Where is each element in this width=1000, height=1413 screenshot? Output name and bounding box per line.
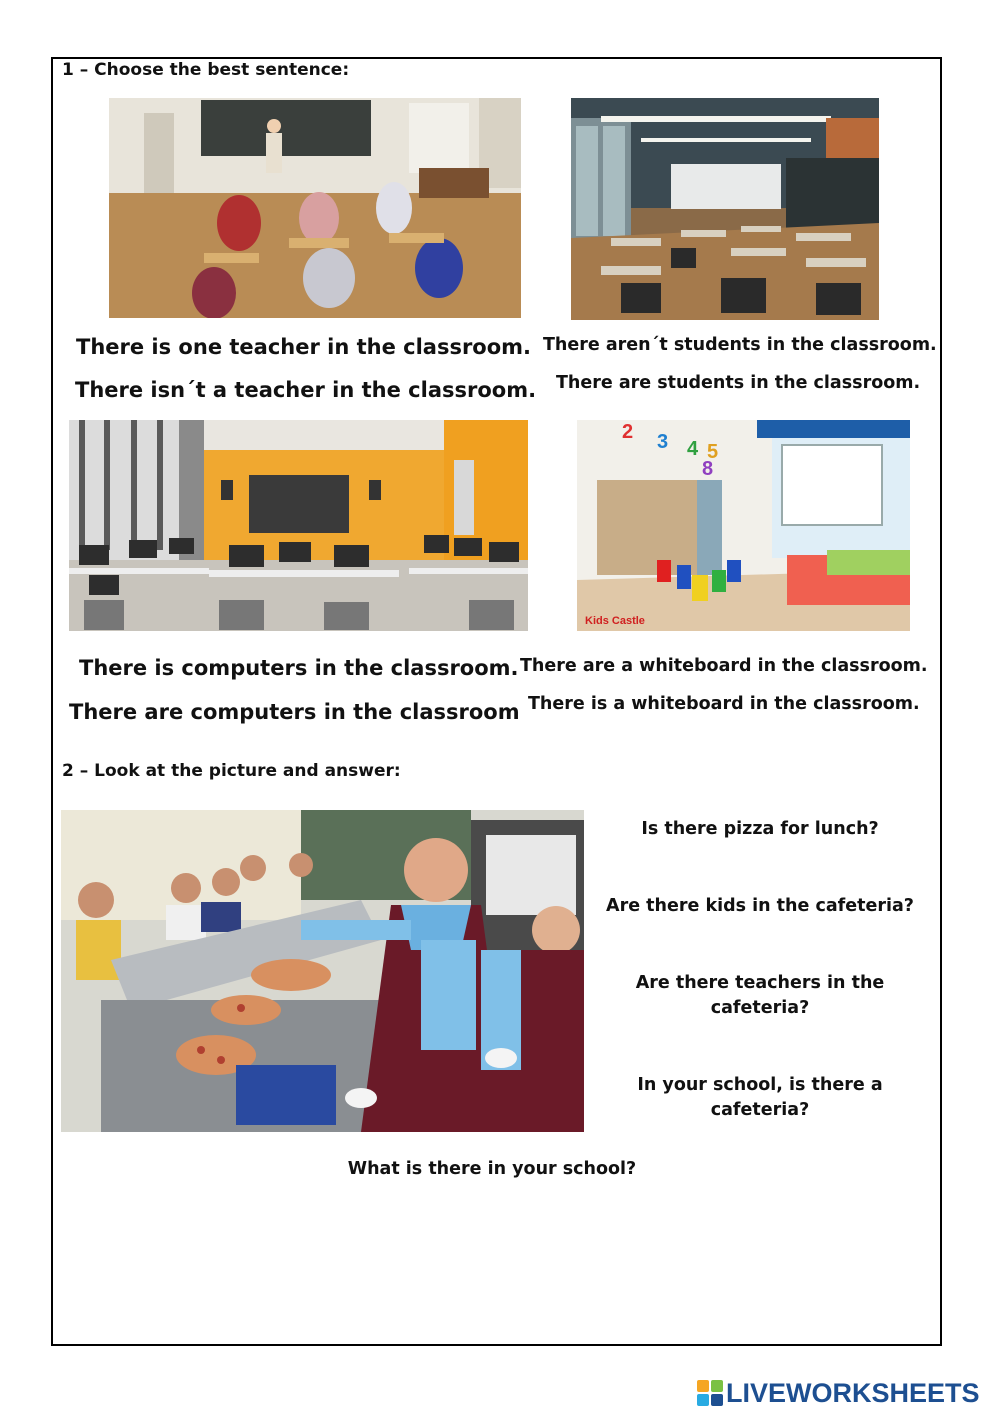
pair4-option-a[interactable]: There are a whiteboard in the classroom. <box>520 656 928 676</box>
empty-classroom-photo <box>571 98 879 320</box>
question-kids: Are there kids in the cafeteria? <box>606 896 914 916</box>
svg-text:2: 2 <box>622 421 634 443</box>
liveworksheets-logo[interactable] <box>697 1376 980 1410</box>
pair3-option-b[interactable]: There are computers in the classroom <box>69 700 520 724</box>
question-pizza: Is there pizza for lunch? <box>641 819 879 839</box>
computer-classroom-photo <box>69 420 528 631</box>
section2-heading: 2 – Look at the picture and answer: <box>62 761 401 781</box>
pair2-option-b[interactable]: There are students in the classroom. <box>556 373 921 393</box>
question-your-school: What is there in your school? <box>347 1159 637 1179</box>
pair1-option-a[interactable]: There is one teacher in the classroom. <box>76 335 532 359</box>
svg-text:8: 8 <box>702 458 714 480</box>
svg-text:4: 4 <box>687 438 699 460</box>
pair2-option-a[interactable]: There aren´t students in the classroom. <box>543 335 937 355</box>
pair3-option-a[interactable]: There is computers in the classroom. <box>79 656 519 680</box>
liveworksheets-icon <box>697 1380 723 1406</box>
liveworksheets-brand: LIVEWORKSHEETS <box>726 1377 980 1408</box>
whiteboard-classroom-photo <box>577 420 910 631</box>
question-cafeteria: In your school, is there a cafeteria? <box>637 1075 883 1120</box>
question-teachers: Are there teachers in the cafeteria? <box>635 973 885 1018</box>
svg-text:3: 3 <box>657 431 669 453</box>
section1-heading: 1 – Choose the best sentence: <box>62 60 350 80</box>
kids-castle-label: Kids Castle <box>585 615 645 627</box>
cafeteria-photo <box>61 810 584 1132</box>
pair1-option-b[interactable]: There isn´t a teacher in the classroom. <box>75 378 537 402</box>
classroom-teacher-photo <box>109 98 521 318</box>
svg-text:5: 5 <box>707 441 719 463</box>
pair4-option-b[interactable]: There is a whiteboard in the classroom. <box>528 694 920 714</box>
